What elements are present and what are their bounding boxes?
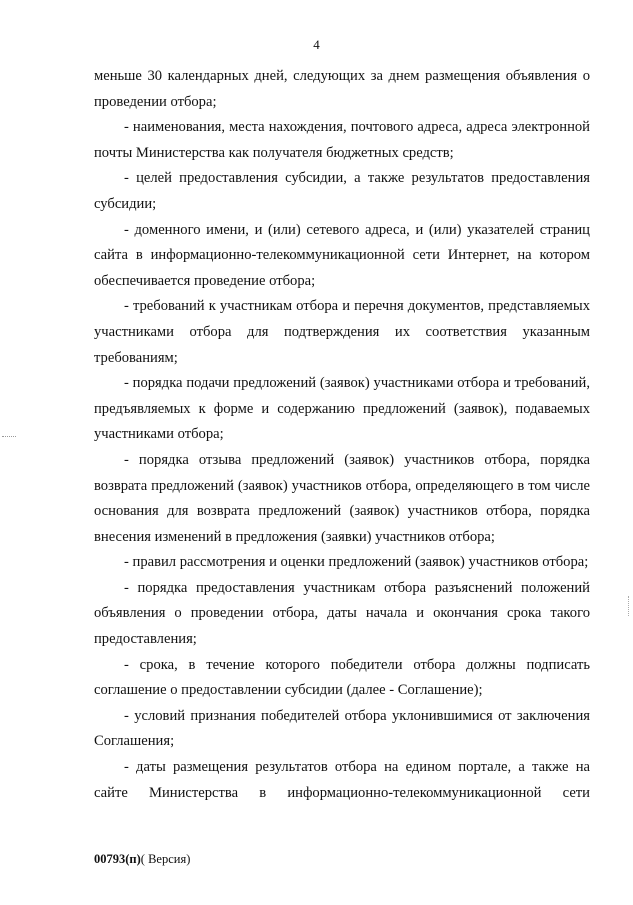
list-item: - правил рассмотрения и оценки предложений (заявок) участников отбора; xyxy=(124,554,589,571)
page-number: 4 xyxy=(313,37,320,52)
list-item: - целей предоставления субсидии, а также результатов предоставления субсидии; xyxy=(94,170,590,212)
list-item: - даты размещения результатов отбора на едином портале, а также на сайте Министерства в информационно-телекоммуникационной сети xyxy=(94,759,590,801)
list-item: - наименования, места нахождения, почтового адреса, адреса электронной почты Министерства как получателя бюджетных средств; xyxy=(94,119,590,161)
list-item: - требований к участникам отбора и перечня документов, представляемых участниками отбора для подтверждения их соответствия указанным требованиям; xyxy=(94,298,590,366)
list-item: - порядка предоставления участникам отбора разъяснений положений объявления о проведении отбора, даты начала и окончания срока такого предоставления; xyxy=(94,579,590,648)
paragraph-continuation: меньше 30 календарных дней, следующих за днем размещения объявления о проведении отбора; xyxy=(94,68,590,110)
list-item: - условий признания победителей отбора уклонившимися от заключения Соглашения; xyxy=(94,707,590,750)
list-item: - порядка подачи предложений (заявок) участниками отбора и требований, предъявляемых к форме и содержанию предложений (заявок), подаваемых участниками отбора; xyxy=(94,375,590,443)
document-code: 00793(п) xyxy=(94,852,141,866)
list-item: - доменного имени, и (или) сетевого адреса, и (или) указателей страниц сайта в информационно-телекоммуникационной сети Интернет, на котором обеспечивается проведение отбора; xyxy=(94,221,590,289)
document-version: ( Версия) xyxy=(140,852,191,866)
scan-artifact xyxy=(2,436,16,438)
document-body xyxy=(94,64,590,806)
list-item: - порядка отзыва предложений (заявок) участников отбора, порядка возврата предложений (заявок) участников отбора, определяющего в том числе основания для возврата предложений (заявок) участников отбора, порядка внесения изменений в предложения (заявки) участников отбора; xyxy=(94,451,590,545)
scan-artifact xyxy=(628,596,631,616)
list-item: - срока, в течение которого победители отбора должны подписать соглашение о предоставлении субсидии (далее - Соглашение); xyxy=(94,656,590,699)
document-footer xyxy=(94,851,190,867)
